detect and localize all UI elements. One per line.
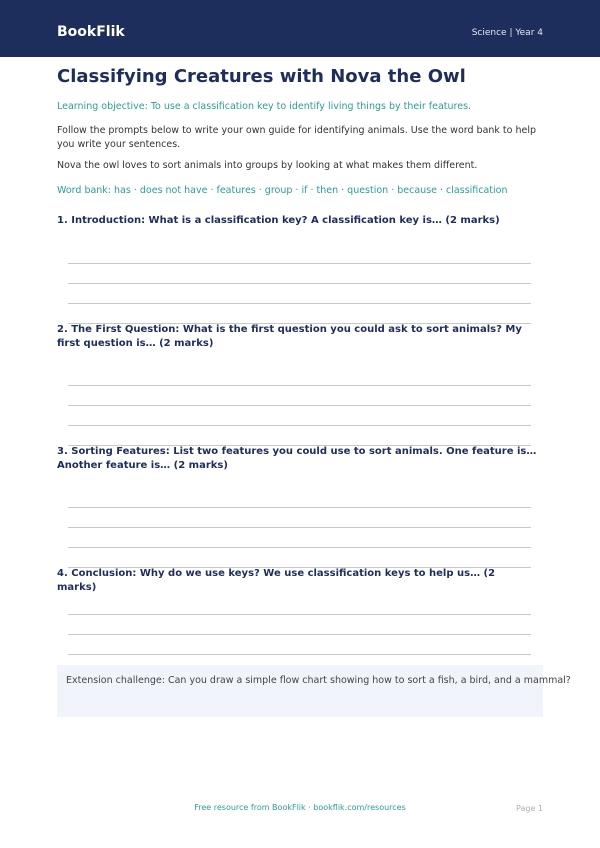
answer-line[interactable] [68,547,531,548]
extension-challenge: Extension challenge: Can you draw a simple flow chart showing how to sort a fish, a bird, and a mammal? [66,675,571,686]
question-1: 1. Introduction: What is a classification key? A classification key is… (2 marks) [57,215,500,226]
question-2: 2. The First Question: What is the first question you could ask to sort animals? My first question is… (2 marks) [57,324,522,349]
question-3: 3. Sorting Features: List two features you could use to sort animals. One feature is… Another feature is… (2 marks) [57,446,537,471]
footer-link[interactable]: Free resource from BookFlik · bookflik.com/resources [194,803,406,812]
answer-line[interactable] [68,614,531,615]
extension-box [57,665,571,717]
answer-line[interactable] [68,425,531,426]
answer-line[interactable] [68,634,531,635]
intro-paragraph: Nova the owl loves to sort animals into groups by looking at what makes them different. [57,160,478,171]
header-bar [0,0,600,57]
answer-line[interactable] [68,303,531,304]
answer-line[interactable] [68,405,531,406]
answer-line[interactable] [68,654,531,655]
question-4: 4. Conclusion: Why do we use keys? We use classification keys to help us… (2 marks) [57,568,496,593]
page-title: Classifying Creatures with Nova the Owl [57,66,466,87]
answer-line[interactable] [68,263,531,264]
subject-year-label: Science | Year 4 [471,28,543,38]
brand-logo[interactable]: BookFlik [57,24,125,40]
answer-line[interactable] [68,507,531,508]
word-bank: Word bank: has · does not have · features · group · if · then · question · because · classification [57,185,508,196]
answer-line[interactable] [68,283,531,284]
page-number: Page 1 [516,804,543,813]
answer-line[interactable] [68,527,531,528]
answer-line[interactable] [68,385,531,386]
learning-objective: Learning objective: To use a classification key to identify living things by their features. [57,101,472,112]
intro-paragraph: Follow the prompts below to write your own guide for identifying animals. Use the word bank to help you write your sentences. [57,125,537,150]
